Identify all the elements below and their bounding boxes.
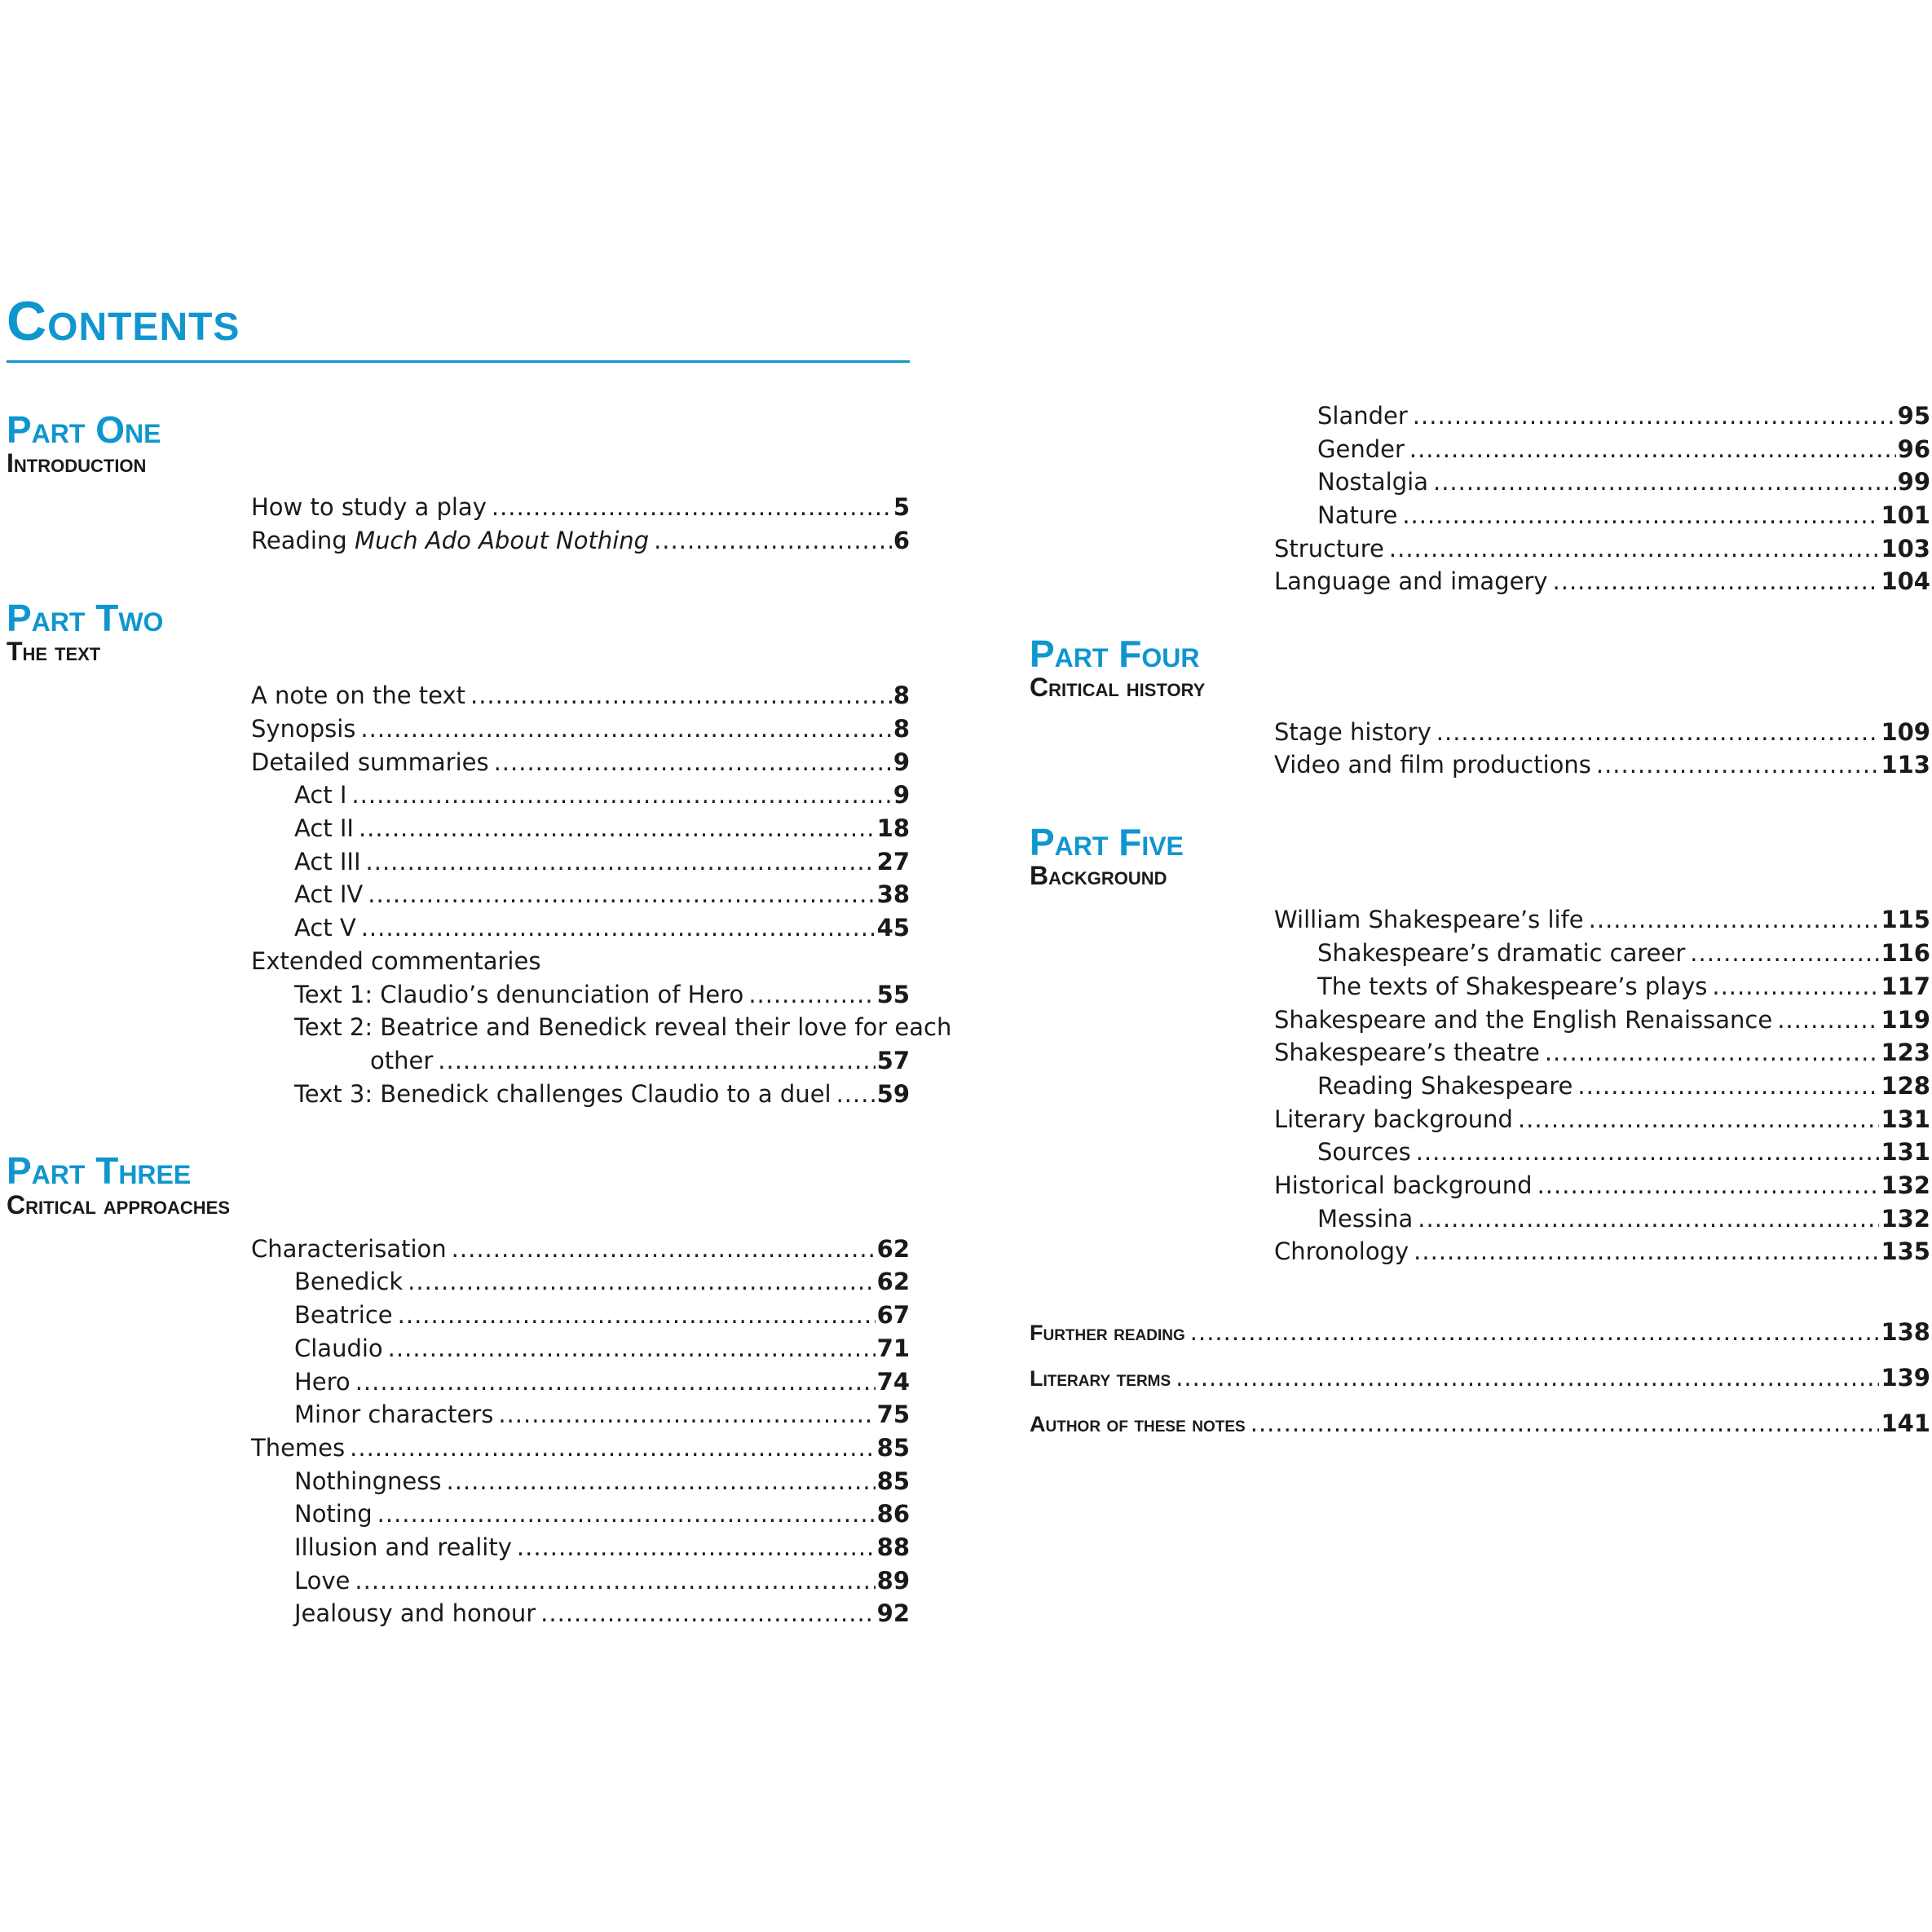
toc-entry[interactable] [1274,1235,1930,1268]
left-parts [7,408,952,1630]
dot-leader [498,1398,875,1431]
dot-leader [1545,1036,1880,1070]
entry-label: Act III [294,847,361,876]
part-heading: Part Five [1030,820,1184,863]
dot-leader [388,1332,876,1365]
page-number: 131 [1881,1105,1930,1133]
dot-leader [1409,433,1896,466]
dot-leader [452,1233,876,1266]
page-number: 18 [876,814,910,843]
page-number: 57 [876,1046,910,1074]
entry-label: Act I [294,781,347,809]
part-subheading: Critical history [1030,673,1206,703]
page-number: 6 [893,527,910,555]
right-parts [1030,634,1930,1268]
extra-label: Author of these notes [1030,1412,1246,1437]
entry-label: Act IV [294,880,364,909]
toc-entry[interactable] [251,1078,910,1111]
entry-label: Video and film productions [1274,751,1591,779]
entry-label: Hero [294,1367,351,1396]
part-subheading: Critical approaches [7,1189,231,1220]
part-heading: Part Two [7,596,164,639]
toc-entry[interactable] [251,1332,910,1365]
dot-leader [438,1044,875,1078]
page-number: 89 [876,1566,910,1595]
dot-leader [1418,1202,1879,1236]
entry-label: Synopsis [251,715,356,743]
part-heading: Part Three [7,1149,192,1193]
entry-label: Gender [1317,434,1405,463]
toc-entry[interactable] [1274,433,1930,466]
toc-entry[interactable] [251,978,910,1012]
entry-label: Illusion and reality [294,1533,512,1561]
dot-leader [1518,1103,1880,1136]
part-subheading: Introduction [7,448,147,479]
part-subheading: The text [7,637,101,667]
toc-entry[interactable] [251,1498,910,1531]
dot-leader [1690,937,1879,970]
dot-leader [540,1597,875,1630]
page-number: 103 [1881,534,1930,562]
entry-label: Claudio [294,1334,383,1362]
page-number: 71 [876,1334,910,1362]
dot-leader [1589,903,1880,937]
dot-leader [517,1531,876,1564]
entry-label: Historical background [1274,1171,1533,1199]
entry-label: How to study a play [251,493,487,522]
dot-leader [1436,716,1880,749]
entry-label: Reading Shakespeare [1317,1071,1573,1100]
toc-entry[interactable] [1274,565,1930,598]
entry-label: Act II [294,814,354,843]
page-number: 38 [876,880,910,909]
toc-entry[interactable] [251,712,910,746]
continued-entries [1274,399,1930,598]
toc-entry[interactable] [251,1465,910,1498]
extra-sections [1030,1309,1930,1446]
toc-entry[interactable] [251,1299,910,1332]
dot-leader [1413,399,1896,433]
page-number: 9 [893,781,910,809]
entry-label: Noting [294,1500,373,1528]
dot-leader [1596,748,1880,782]
entry-label: Stage history [1274,717,1431,746]
entry-label: Characterisation [251,1234,447,1263]
dot-leader [1537,1169,1880,1202]
toc-entry[interactable] [251,1597,910,1630]
toc-entry[interactable] [251,1431,910,1465]
toc-entry[interactable] [1274,532,1930,566]
toc-entry[interactable] [251,1265,910,1299]
page-number: 9 [893,748,910,776]
page-number: 85 [876,1433,910,1462]
toc-entry[interactable] [251,911,910,945]
entry-label: Themes [251,1433,346,1462]
toc-entry[interactable] [251,779,910,812]
dot-leader [494,746,892,779]
page-number: 88 [876,1533,910,1561]
page-number: 132 [1881,1204,1930,1233]
toc-entry[interactable] [1274,970,1930,1003]
part-section [7,596,952,1110]
page-number: 86 [876,1500,910,1528]
dot-leader [1190,1309,1880,1355]
dot-leader [1251,1400,1880,1446]
part-subheading: Background [1030,861,1167,891]
entry-label: Messina [1317,1204,1414,1233]
dot-leader [1577,1070,1879,1103]
entry-list [251,1233,910,1630]
page-number: 27 [876,847,910,876]
entry-label: Extended commentaries [251,946,541,975]
toc-entry[interactable] [1274,465,1930,499]
dot-leader [1402,499,1879,532]
dot-leader [1433,465,1896,499]
entry-label: The texts of Shakespeare’s plays [1317,972,1708,1000]
page-number: 117 [1881,972,1930,1000]
dot-leader [654,524,892,558]
toc-entry[interactable] [1274,399,1930,433]
page-number: 104 [1881,567,1930,596]
dot-leader [1176,1355,1879,1400]
dot-leader [398,1299,876,1332]
entry-label: Language and imagery [1274,567,1548,596]
page-number: 138 [1881,1318,1930,1347]
toc-entry[interactable] [251,845,910,879]
entry-label-prefix: Reading [251,527,355,555]
page-number: 139 [1881,1364,1930,1392]
entry-list [1274,716,1930,782]
page-number: 123 [1881,1039,1930,1067]
toc-entry[interactable] [251,878,910,911]
page-number: 62 [876,1268,910,1296]
entry-label: Text 1: Claudio’s denunciation of Hero [294,980,744,1008]
toc-entry[interactable] [1274,716,1930,749]
entry-label: Act V [294,914,356,942]
page-number: 67 [876,1301,910,1330]
dot-leader [836,1078,876,1111]
toc-entry[interactable] [251,1233,910,1266]
toc-entry[interactable] [251,1564,910,1598]
entry-label: Nothingness [294,1467,442,1495]
dot-leader [1416,1136,1880,1169]
toc-entry[interactable] [1274,1169,1930,1202]
left-column [7,290,952,1671]
dot-leader [361,911,876,945]
entry-label: Nature [1317,501,1398,530]
page-number: 113 [1881,751,1930,779]
part-heading: Part One [7,408,161,451]
entry-label-italic: Much Ado About Nothing [354,527,650,555]
page-title: Contents [7,290,240,352]
entry-list [1274,903,1930,1268]
dot-leader [360,712,891,746]
part-section [1030,820,1930,1268]
entry-label: Slander [1317,402,1408,430]
toc-entry[interactable] [251,1365,910,1399]
dot-leader [470,679,892,712]
entry-label [251,524,649,558]
extra-label: Further reading [1030,1321,1185,1346]
entry-label: other [370,1046,434,1074]
entry-label: Minor characters [294,1400,494,1429]
right-column [1030,399,1930,1446]
dot-leader [366,845,876,879]
page-number: 45 [876,914,910,942]
toc-entry[interactable] [251,1044,910,1078]
page-number: 59 [876,1079,910,1108]
entry-label: Shakespeare’s dramatic career [1317,939,1686,968]
entry-label: William Shakespeare’s life [1274,906,1584,934]
page-number: 128 [1881,1071,1930,1100]
entry-label: Detailed summaries [251,748,489,776]
entry-label: Jealousy and honour [294,1599,536,1628]
extra-entry[interactable] [1030,1400,1930,1446]
dot-leader [359,812,876,845]
dot-leader [351,779,891,812]
part-section [1030,634,1930,782]
entry-label: Beatrice [294,1301,393,1330]
dot-leader [368,878,875,911]
toc-entry[interactable] [251,945,910,978]
toc-entry[interactable] [1274,499,1930,532]
entry-label: Shakespeare’s theatre [1274,1039,1540,1067]
dot-leader [1389,532,1880,566]
part-section [7,1151,910,1630]
entry-label: Structure [1274,534,1384,562]
page-number: 74 [876,1367,910,1396]
part-section [7,410,910,558]
page-number: 99 [1897,468,1930,496]
entry-label: A note on the text [251,681,465,710]
extra-entry[interactable] [1030,1309,1930,1355]
toc-entry[interactable] [251,1531,910,1564]
page-number: 101 [1881,501,1930,530]
page-number: 141 [1881,1409,1930,1438]
page-number: 132 [1881,1171,1930,1199]
page-number: 85 [876,1467,910,1495]
toc-entry[interactable] [1274,1003,1930,1037]
entry-label: Literary background [1274,1105,1513,1133]
extra-label: Literary terms [1030,1366,1171,1392]
dot-leader [350,1431,876,1465]
dot-leader [408,1265,875,1299]
dot-leader [355,1564,875,1598]
toc-entry[interactable] [251,812,910,845]
entry-label: Shakespeare and the English Renaissance [1274,1005,1773,1034]
dot-leader [492,491,892,524]
toc-entry[interactable] [251,491,910,524]
toc-entry[interactable] [1274,1070,1930,1103]
entry-list [251,679,952,1110]
page-number: 119 [1881,1005,1930,1034]
title-rule [7,360,910,363]
dot-leader [1712,970,1879,1003]
toc-entry[interactable] [1274,903,1930,937]
page-number: 8 [893,715,910,743]
entry-label: Chronology [1274,1237,1409,1266]
page-number: 62 [876,1234,910,1263]
toc-entry[interactable] [1274,1036,1930,1070]
dot-leader [748,978,875,1012]
entry-label: Nostalgia [1317,468,1428,496]
toc-entry[interactable] [1274,1136,1930,1169]
toc-entry[interactable] [1274,937,1930,970]
page-number: 92 [876,1599,910,1628]
part-heading: Part Four [1030,633,1200,676]
dot-leader [446,1465,875,1498]
page-number: 75 [876,1400,910,1429]
entry-label: Benedick [294,1268,404,1296]
page-number: 115 [1881,906,1930,934]
dot-leader [377,1498,876,1531]
toc-entry[interactable] [251,1011,952,1044]
toc-entry[interactable] [1274,1202,1930,1236]
entry-label: Sources [1317,1138,1411,1167]
toc-entry[interactable] [251,746,910,779]
page-number: 135 [1881,1237,1930,1266]
entry-label: Love [294,1566,351,1595]
page-number: 95 [1897,402,1930,430]
toc-entry[interactable] [251,524,910,558]
dot-leader [355,1365,876,1399]
page-number: 8 [893,681,910,710]
entry-label: Text 3: Benedick challenges Claudio to a duel [294,1079,831,1108]
toc-entry[interactable] [1274,748,1930,782]
entry-label: Text 2: Beatrice and Benedick reveal their love for each [294,1013,952,1042]
dot-leader [1777,1003,1879,1037]
toc-entry[interactable] [251,1398,910,1431]
page-number: 131 [1881,1138,1930,1167]
page-number: 55 [876,980,910,1008]
page-number: 116 [1881,939,1930,968]
dot-leader [1553,565,1880,598]
page-number: 5 [893,493,910,522]
entry-list [251,491,910,557]
extra-entry[interactable] [1030,1355,1930,1400]
page-number: 109 [1881,717,1930,746]
dot-leader [1414,1235,1879,1268]
toc-entry[interactable] [251,679,910,712]
toc-entry[interactable] [1274,1103,1930,1136]
page-number: 96 [1897,434,1930,463]
